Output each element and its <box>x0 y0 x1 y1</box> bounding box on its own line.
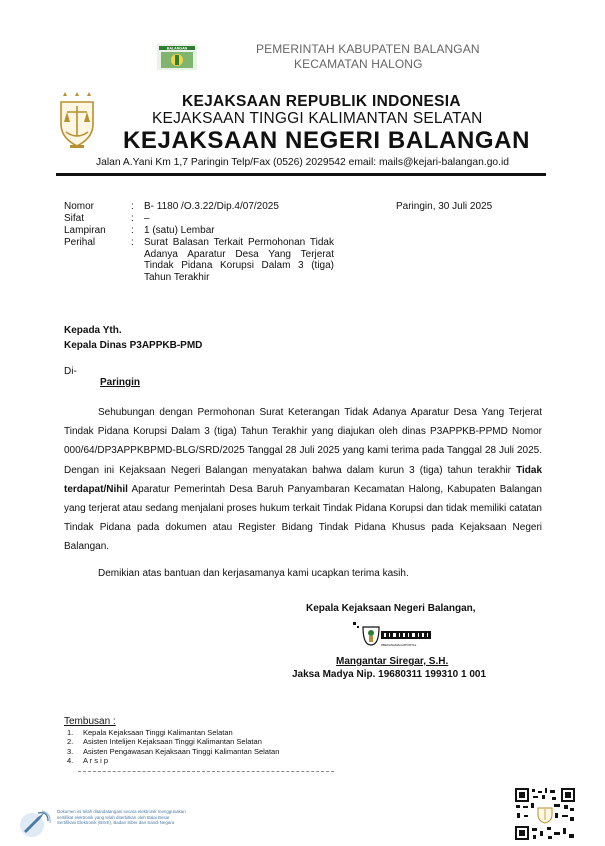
stamp-line-1: PEMERINTAH KABUPATEN BALANGAN <box>256 42 480 56</box>
qr-code <box>514 787 576 841</box>
e-signature-barcode <box>351 619 433 649</box>
perihal-label: Perihal <box>64 237 96 248</box>
lampiran-label: Lampiran <box>64 225 106 236</box>
colon: : <box>131 237 134 248</box>
perihal-value: Surat Balasan Terkait Permohonan Tidak Adanya Aparatur Desa Yang Terjerat Tindak Pidana Korupsi Dalam 3 (tiga) Tahun Terakhir <box>144 237 334 283</box>
lampiran-value: 1 (satu) Lembar <box>144 225 215 236</box>
sifat-label: Sifat <box>64 213 85 224</box>
letter-date: Paringin, 30 Juli 2025 <box>396 201 493 212</box>
list-item: 2. Asisten Intelijen Kejaksaan Tinggi Kalimantan Selatan <box>67 737 262 747</box>
svg-text:BALANGAN: BALANGAN <box>166 46 188 51</box>
nomor-label: Nomor <box>64 201 95 212</box>
balangan-logo <box>157 44 197 70</box>
tembusan-heading: Tembusan : <box>64 716 116 727</box>
signatory-title: Kepala Kejaksaan Negeri Balangan, <box>306 603 476 614</box>
kop-divider <box>56 173 546 176</box>
bsre-disclaimer: Dokumen ini telah ditandatangani secara elektronik menggunakan sertifikat elektronik yang telah diterbitkan oleh Balai Besar Sertifikasi Elektronik (BSrE), Badan Siber dan Sandi Negara <box>57 809 186 826</box>
kop-address: Jalan A.Yani Km 1,7 Paringin Telp/Fax (0526) 2029542 email: mails@kejari-balangan.go.id <box>96 157 510 168</box>
nomor-value: B- 1180 /O.3.22/Dip.4/07/2025 <box>144 201 279 212</box>
tembusan-list <box>67 728 279 765</box>
stamp-line-2: KECAMATAN HALONG <box>294 57 423 70</box>
body-part-1: Sehubungan dengan Permohonan Surat Keterangan Tidak Adanya Aparatur Desa Yang Terjerat Tindak Pidana Korupsi Dalam 3 (tiga) Tahun Terakhir yang diajukan oleh dinas P3APPKB-PPMD Nomor 000/64/DP3APPKBPMD-BLG/SRD/2025 Tanggal 28 Juli 2025 yang kami terima pada Tanggal 28 Juli 2025. Dengan ini Kejaksaan Negeri Balangan menyatakan bahwa dalam kurun 3 (tiga) tahun terakhir <box>64 407 542 476</box>
colon: : <box>131 213 134 224</box>
signatory-nip: Jaksa Madya Nip. 19680311 199310 1 001 <box>292 669 487 680</box>
list-item: 3. Asisten Pengawasan Kejaksaan Tinggi Kalimantan Selatan <box>67 746 280 756</box>
kop-line-2: KEJAKSAAN TINGGI KALIMANTAN SELATAN <box>152 110 483 127</box>
closing-sentence: Demikian atas bantuan dan kerjasamanya kami ucapkan terima kasih. <box>98 568 409 579</box>
sifat-value: – <box>144 213 150 224</box>
body-emphasis: Tidak terdapat/Nihil <box>64 464 543 495</box>
body-part-2: Aparatur Pemerintah Desa Baruh Panyambaran Kecamatan Halong, Kabupaten Balangan yang terjerat atau sedang menjalani proses hukum terkait Tindak Pidana Korupsi dan tidak memiliki catatan Tindak Pidana pada dokumen atau Register Bidang Tindak Pidana Khusus pada Kejaksaan Negeri Balangan. <box>64 483 542 553</box>
svg-text:#BEDANAMACHIPORTAL: #BEDANAMACHIPORTAL <box>381 643 417 647</box>
kop-line-1: KEJAKSAAN REPUBLIK INDONESIA <box>182 93 461 110</box>
colon: : <box>131 225 134 236</box>
tembusan-divider <box>78 771 334 772</box>
letter-body <box>64 403 542 557</box>
recipient-name: Kepala Dinas P3APPKB-PMD <box>64 340 203 351</box>
list-item: 4. A r s i p <box>67 755 109 765</box>
colon: : <box>131 201 134 212</box>
recipient-place: Paringin <box>100 377 141 388</box>
signatory-name: Mangantar Siregar, S.H. <box>336 656 449 667</box>
list-item: 1. Kepala Kejaksaan Tinggi Kalimantan Selatan <box>67 728 233 737</box>
recipient-di: Di- <box>64 366 77 377</box>
recipient-greeting: Kepada Yth. <box>64 325 122 336</box>
bsre-logo-icon <box>18 807 52 839</box>
kejaksaan-emblem-icon <box>56 90 98 150</box>
kop-title: KEJAKSAAN NEGERI BALANGAN <box>123 127 531 154</box>
stamp-header <box>256 42 496 70</box>
